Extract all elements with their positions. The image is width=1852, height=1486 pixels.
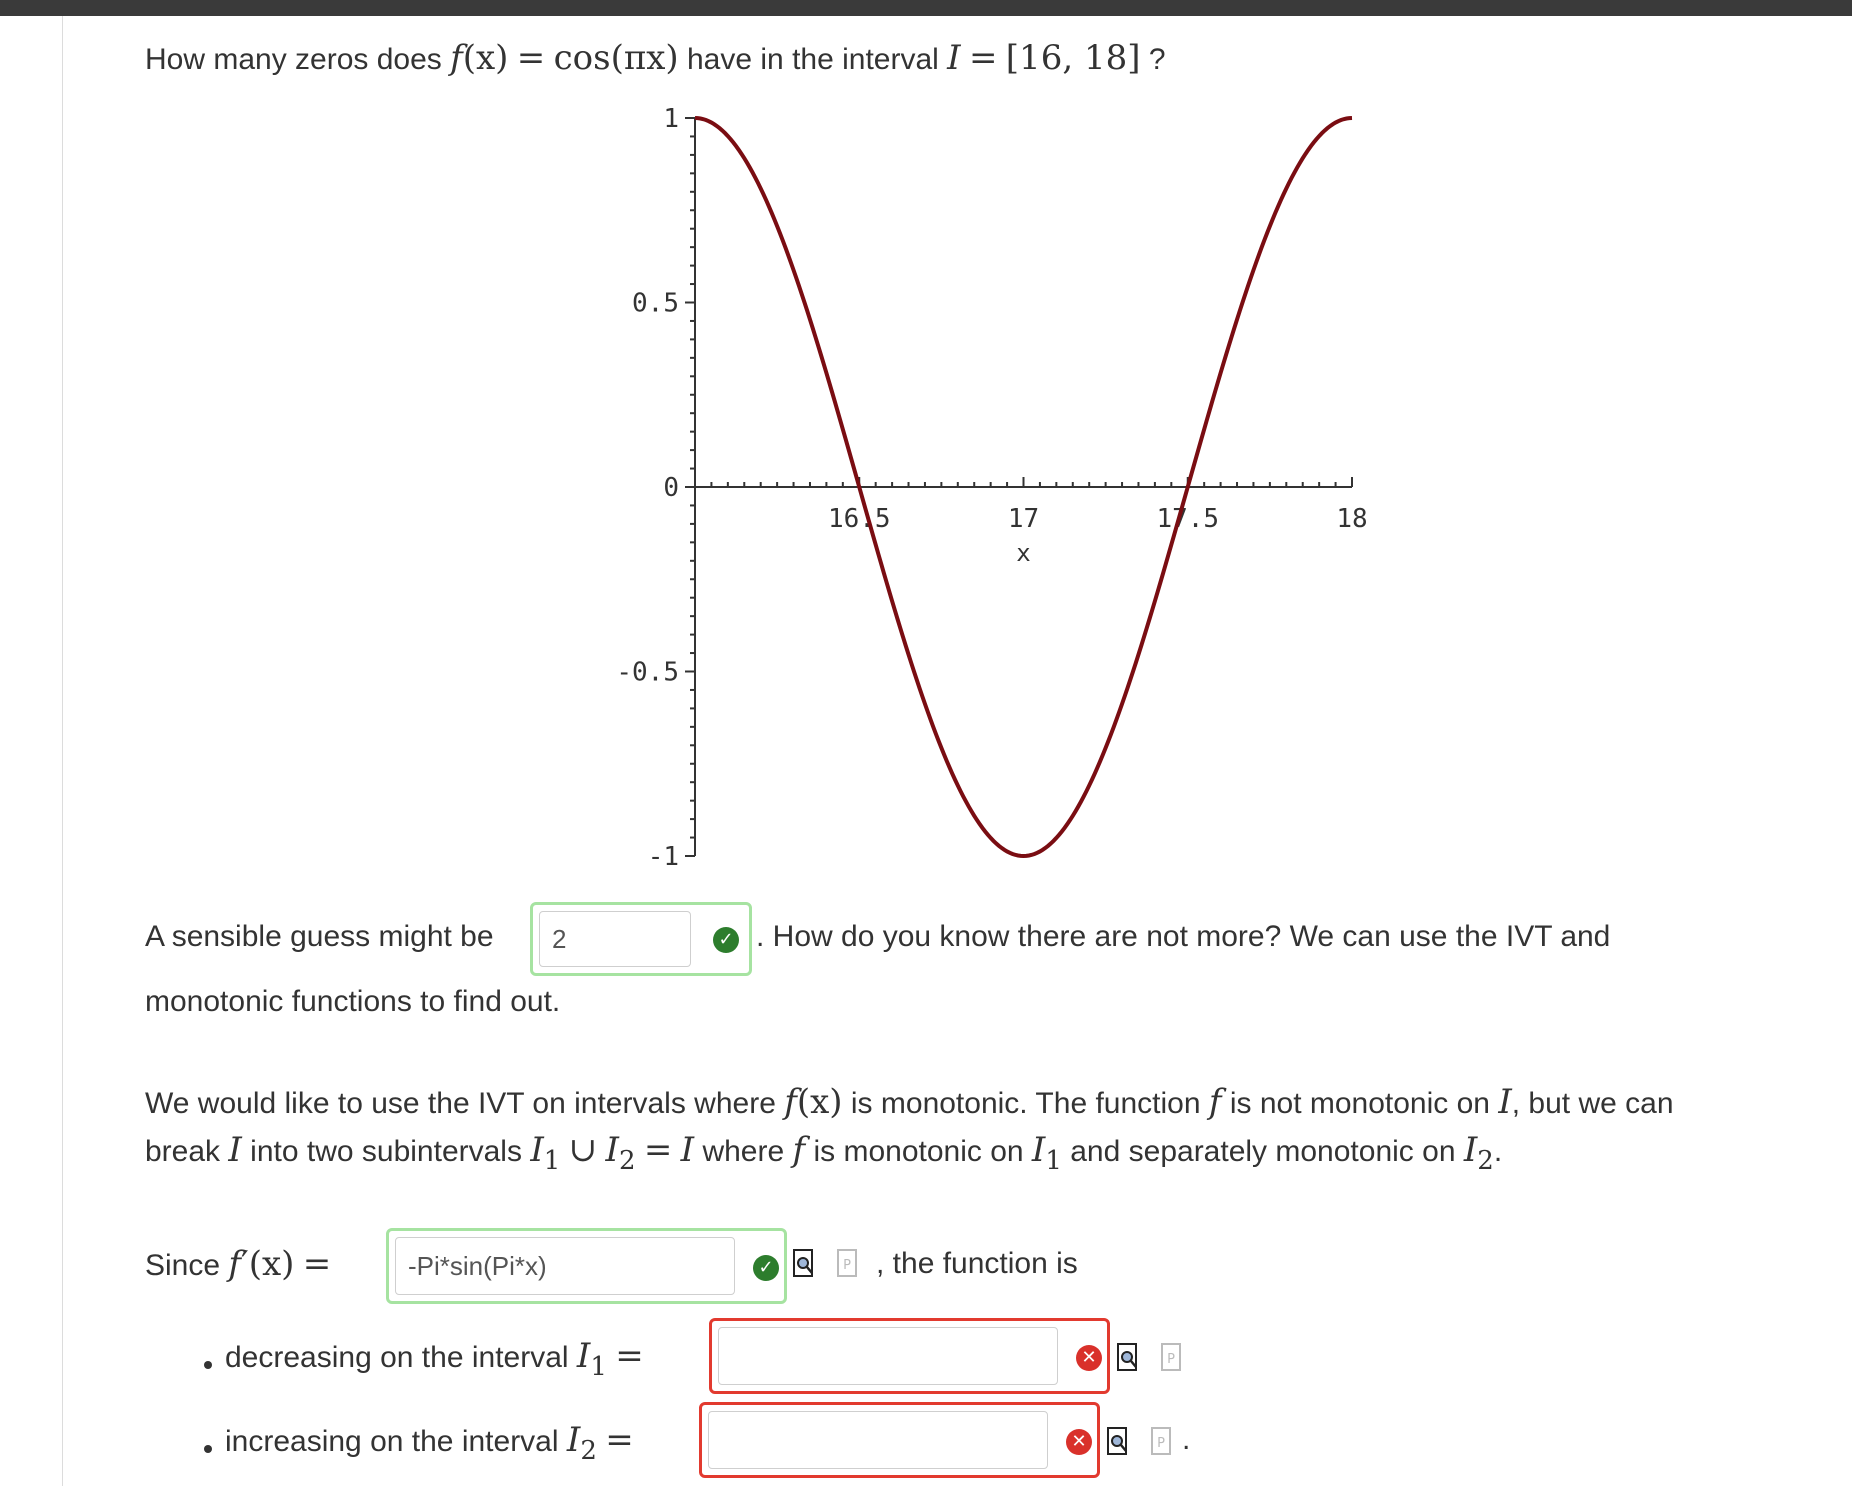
bullet	[204, 1445, 212, 1453]
increasing-input[interactable]	[708, 1411, 1048, 1469]
format-icon[interactable]	[1160, 1342, 1184, 1374]
check-icon: ✓	[713, 927, 739, 953]
format-icon[interactable]	[1150, 1426, 1174, 1458]
ivt-line-1: We would like to use the IVT on intervals where f(x) is monotonic. The function f is not monotonic on I, but we can	[145, 1082, 1674, 1122]
svg-text:P: P	[1157, 1436, 1165, 1451]
increasing-answer-box	[699, 1402, 1100, 1478]
page-divider	[62, 16, 63, 1486]
y-tick-label: 0	[663, 473, 679, 503]
format-icon[interactable]	[836, 1248, 860, 1280]
x-icon: ✕	[1066, 1429, 1092, 1455]
plot-axes	[616, 104, 1367, 872]
derivative-label: Since f′(x) =	[145, 1244, 332, 1284]
svg-text:P: P	[1167, 1352, 1175, 1367]
bullet	[204, 1361, 212, 1369]
y-tick-label: 1	[663, 104, 679, 134]
svg-text:P: P	[843, 1258, 851, 1273]
decreasing-answer-box	[709, 1318, 1110, 1394]
guess-text-before: A sensible guess might be	[145, 920, 494, 953]
derivative-after: , the function is	[876, 1247, 1078, 1280]
cosine-plot	[600, 96, 1380, 886]
preview-icon[interactable]	[792, 1248, 816, 1280]
x-axis-label: x	[1016, 539, 1031, 567]
decreasing-input[interactable]	[718, 1327, 1058, 1385]
check-icon: ✓	[753, 1255, 779, 1281]
guess-answer-box	[530, 902, 752, 976]
preview-icon[interactable]	[1116, 1342, 1140, 1374]
guess-text-after: . How do you know there are not more? We can use the IVT and	[756, 920, 1611, 953]
preview-icon[interactable]	[1106, 1426, 1130, 1458]
x-tick-label: 17	[1007, 504, 1040, 534]
guess-text-line2: monotonic functions to find out.	[145, 985, 561, 1018]
x-tick-label: 16.5	[827, 504, 891, 534]
x-tick-label: 18	[1336, 504, 1368, 534]
question-text: How many zeros does f(x) = cos(πx) have in the interval I = [16, 18] ?	[145, 38, 1166, 78]
ivt-line-2: break I into two subintervals $I_1$ ∪ $I_2 = I$ where f is monotonic on $I_1$ and separately monotonic on $I_2$.	[145, 1130, 1503, 1176]
guess-input[interactable]	[539, 911, 691, 967]
y-tick-label: 0.5	[632, 288, 679, 319]
y-tick-label: -1	[647, 842, 679, 872]
x-icon: ✕	[1076, 1345, 1102, 1371]
y-tick-label: -0.5	[616, 657, 679, 688]
top-toolbar	[0, 0, 1852, 16]
x-tick-label: 17.5	[1156, 504, 1220, 534]
derivative-input[interactable]	[395, 1237, 735, 1295]
decreasing-label: decreasing on the interval $I_1$ =	[225, 1336, 644, 1382]
derivative-answer-box	[386, 1228, 787, 1304]
increasing-label: increasing on the interval $I_2$ =	[225, 1420, 634, 1466]
increasing-after: .	[1182, 1423, 1191, 1456]
